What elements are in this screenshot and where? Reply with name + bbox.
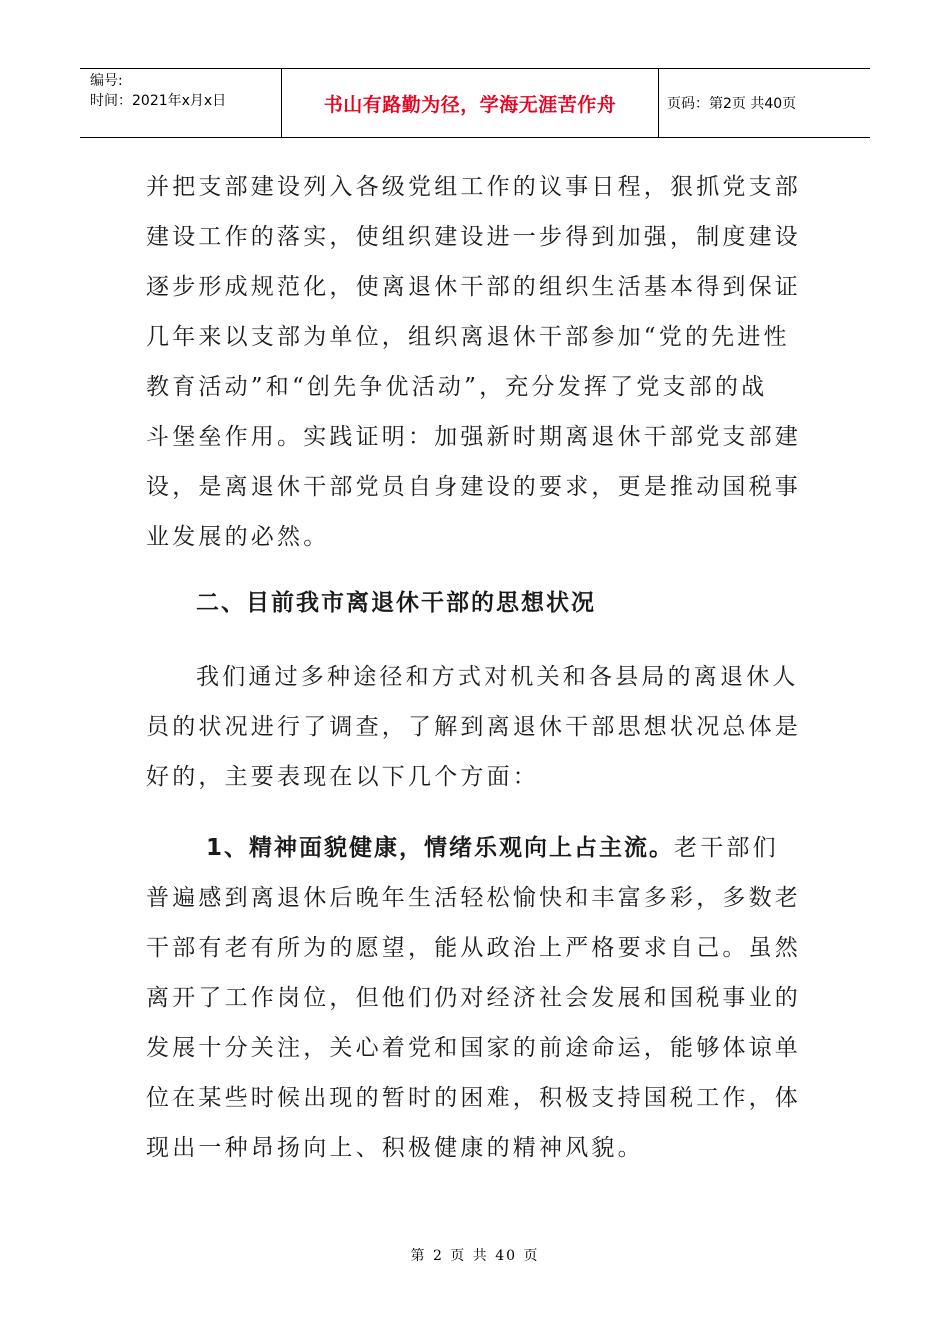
text-line — [146, 823, 806, 873]
first-line-rest: 老干部们 — [674, 835, 779, 861]
header-page-code: 页码：第2页 共40页 — [667, 96, 797, 112]
page-footer: 第 2 页 共 40 页 — [410, 1248, 540, 1264]
text-line: 员的状况进行了调查，了解到离退休干部思想状况总体是 — [146, 714, 801, 740]
paragraph-3 — [146, 823, 806, 1173]
number-label: 编号: — [90, 73, 123, 89]
text-line: 干部有老有所为的愿望，能从政治上严格要求自己。虽然 — [146, 935, 801, 961]
text-line: 教育活动”和“创先争优活动”，充分发挥了党支部的战 — [146, 374, 768, 400]
text-line: 并把支部建设列入各级党组工作的议事日程，狠抓党支部 — [146, 174, 801, 200]
text-line: 发展十分关注，关心着党和国家的前途命运，能够体谅单 — [146, 1035, 801, 1061]
time-label: 时间：2021年x月x日 — [90, 93, 227, 109]
text-line: 普遍感到离退休后晚年生活轻松愉快和丰富多彩，多数老 — [146, 885, 801, 911]
bold-lead: 1、精神面貌健康，情绪乐观向上占主流。 — [206, 835, 675, 861]
text-line: 位在某些时候出现的暂时的困难，积极支持国税工作，体 — [146, 1085, 801, 1111]
section-heading: 二、目前我市离退休干部的思想状况 — [196, 590, 596, 616]
text-line: 我们通过多种途径和方式对机关和各县局的离退休人 — [196, 664, 799, 690]
header-motto: 书山有路勤为径，学海无涯苦作舟 — [282, 69, 659, 137]
header-info-cell — [80, 69, 282, 137]
text-line: 建设工作的落实，使组织建设进一步得到加强，制度建设 — [146, 224, 801, 250]
text-line: 好的，主要表现在以下几个方面： — [146, 764, 539, 790]
text-line: 设，是离退休干部党员自身建设的要求，更是推动国税事 — [146, 474, 801, 500]
header-table — [80, 68, 870, 138]
text-line: 现出一种昂扬向上、积极健康的精神风貌。 — [146, 1135, 644, 1161]
text-line: 逐步形成规范化，使离退休干部的组织生活基本得到保证 — [146, 274, 801, 300]
text-line: 几年来以支部为单位，组织离退休干部参加“党的先进性 — [146, 324, 790, 350]
text-line: 业发展的必然。 — [146, 524, 330, 550]
text-line: 离开了工作岗位，但他们仍对经济社会发展和国税事业的 — [146, 985, 801, 1011]
paragraph-1 — [146, 162, 806, 562]
paragraph-2 — [146, 652, 806, 802]
text-line: 斗堡垒作用。实践证明：加强新时期离退休干部党支部建 — [146, 424, 801, 450]
